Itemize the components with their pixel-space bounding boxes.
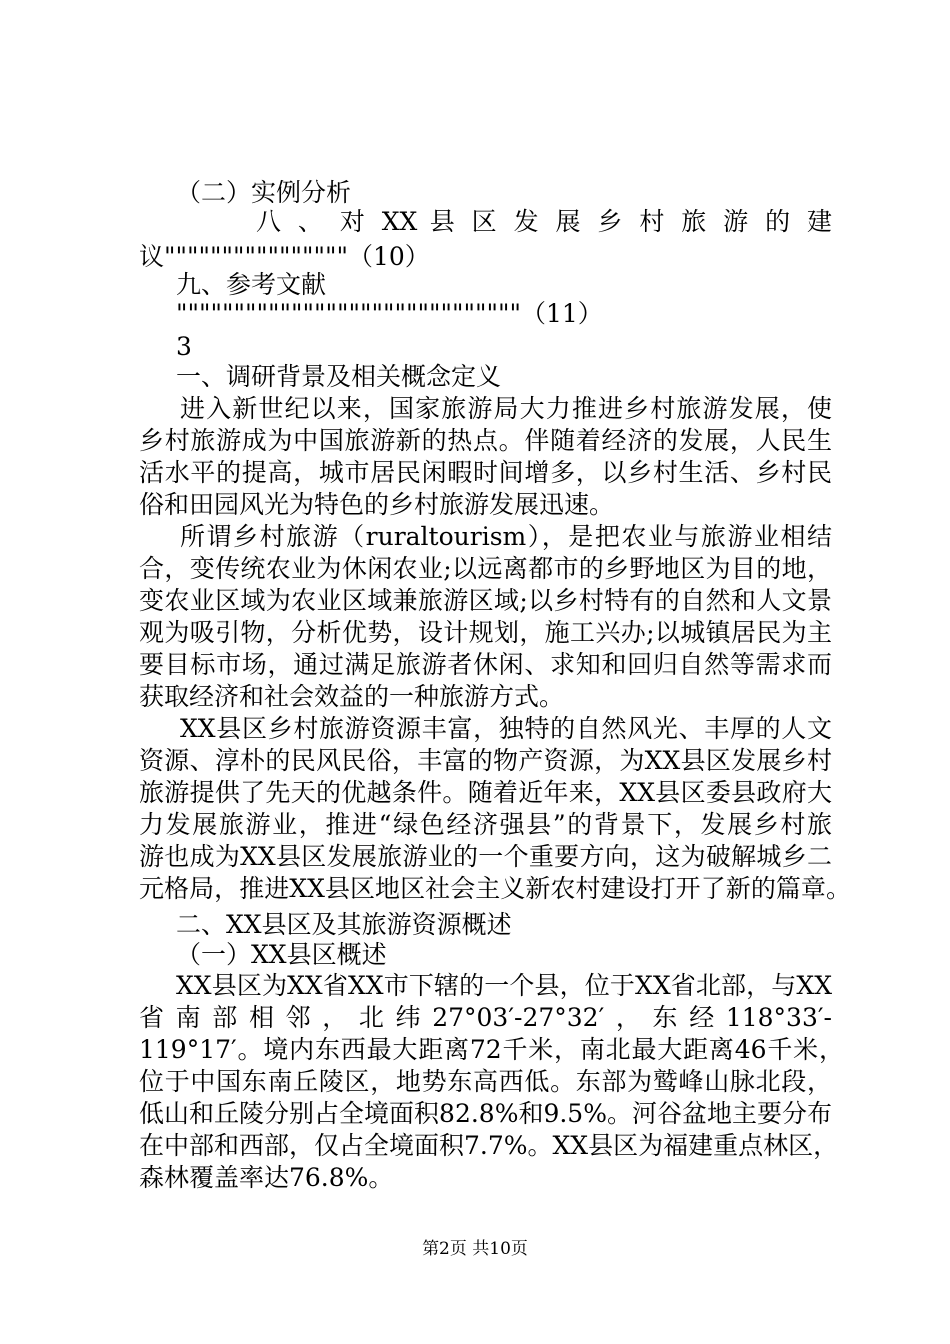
section1-heading: 一、调研背景及相关概念定义 xyxy=(176,362,502,391)
section1-p3-line6: 元格局，推进XX县区地区社会主义新农村建设打开了新的篇章。 xyxy=(139,874,851,903)
section2-heading: 二、XX县区及其旅游资源概述 xyxy=(176,910,512,939)
section2-p1-line1: XX县区为XX省XX市下辖的一个县，位于XX省北部，与XX xyxy=(176,971,832,1000)
section1-p2-line6: 获取经济和社会效益的一种旅游方式。 xyxy=(139,682,565,711)
page-footer: 第2页 共10页 xyxy=(422,1239,528,1259)
section1-p2-line2: 合，变传统农业为休闲农业;以远离都市的乡野地区为目的地， xyxy=(139,554,832,583)
section1-p1-line3: 活水平的提高，城市居民闲暇时间增多，以乡村生活、乡村民 xyxy=(139,458,832,487)
section1-p2-line3: 变农业区域为农业区域兼旅游区域;以乡村特有的自然和人文景 xyxy=(139,586,832,615)
section1-p1-line1: 进入新世纪以来，国家旅游局大力推进乡村旅游发展，使 xyxy=(180,394,832,423)
section2-p1-line6: 在中部和西部，仅占全境面积7.7%。XX县区为福建重点林区， xyxy=(139,1131,839,1160)
section2-sub1-heading: （一）XX县区概述 xyxy=(176,940,387,969)
section1-p3-line4: 力发展旅游业，推进“绿色经济强县”的背景下，发展乡村旅 xyxy=(139,810,832,839)
section1-p3-line5: 游也成为XX县区发展旅游业的一个重要方向，这为破解城乡二 xyxy=(139,842,832,871)
section2-p1-line5: 低山和丘陵分别占全境面积82.8%和9.5%。河谷盆地主要分布 xyxy=(139,1099,832,1128)
section2-p1-line4: 位于中国东南丘陵区，地势东高西低。东部为鹫峰山脉北段， xyxy=(139,1067,832,1096)
section1-p1-line4: 俗和田园风光为特色的乡村旅游发展迅速。 xyxy=(139,490,615,519)
toc-item-9-line2: """"""""""""""""""""""""""""""（11） xyxy=(176,299,603,328)
section2-p1-line7: 森林覆盖率达76.8%。 xyxy=(139,1163,394,1192)
section1-p1-line2: 乡村旅游成为中国旅游新的热点。伴随着经济的发展，人民生 xyxy=(139,426,832,455)
section1-p2-line1: 所谓乡村旅游（ruraltourism），是把农业与旅游业相结 xyxy=(180,522,832,551)
section1-p3-line2: 资源、淳朴的民风民俗，丰富的物产资源，为XX县区发展乡村 xyxy=(139,746,832,775)
section2-p1-line2: 省南部相邻，北纬27°03′-27°32′，东经118°33′- xyxy=(139,1003,832,1032)
section1-p2-line5: 要目标市场，通过满足旅游者休闲、求知和回归自然等需求而 xyxy=(139,650,832,679)
toc-page-number: 3 xyxy=(176,332,192,361)
toc-item-8-line1: 八 、 对 XX 县 区 发 展 乡 村 旅 游 的 建 xyxy=(256,207,832,236)
toc-item-8-line2: 议""""""""""""""""（10） xyxy=(139,242,430,271)
section1-p3-line1: XX县区乡村旅游资源丰富，独特的自然风光、丰厚的人文 xyxy=(180,714,832,743)
toc-item-9-line1: 九、参考文献 xyxy=(176,270,327,299)
toc-item-2: （二）实例分析 xyxy=(176,178,352,207)
section2-p1-line3: 119°17′。境内东西最大距离72千米，南北最大距离46千米， xyxy=(139,1035,844,1064)
section1-p2-line4: 观为吸引物，分析优势，设计规划，施工兴办;以城镇居民为主 xyxy=(139,618,832,647)
section1-p3-line3: 旅游提供了先天的优越条件。随着近年来，XX县区委县政府大 xyxy=(139,778,832,807)
